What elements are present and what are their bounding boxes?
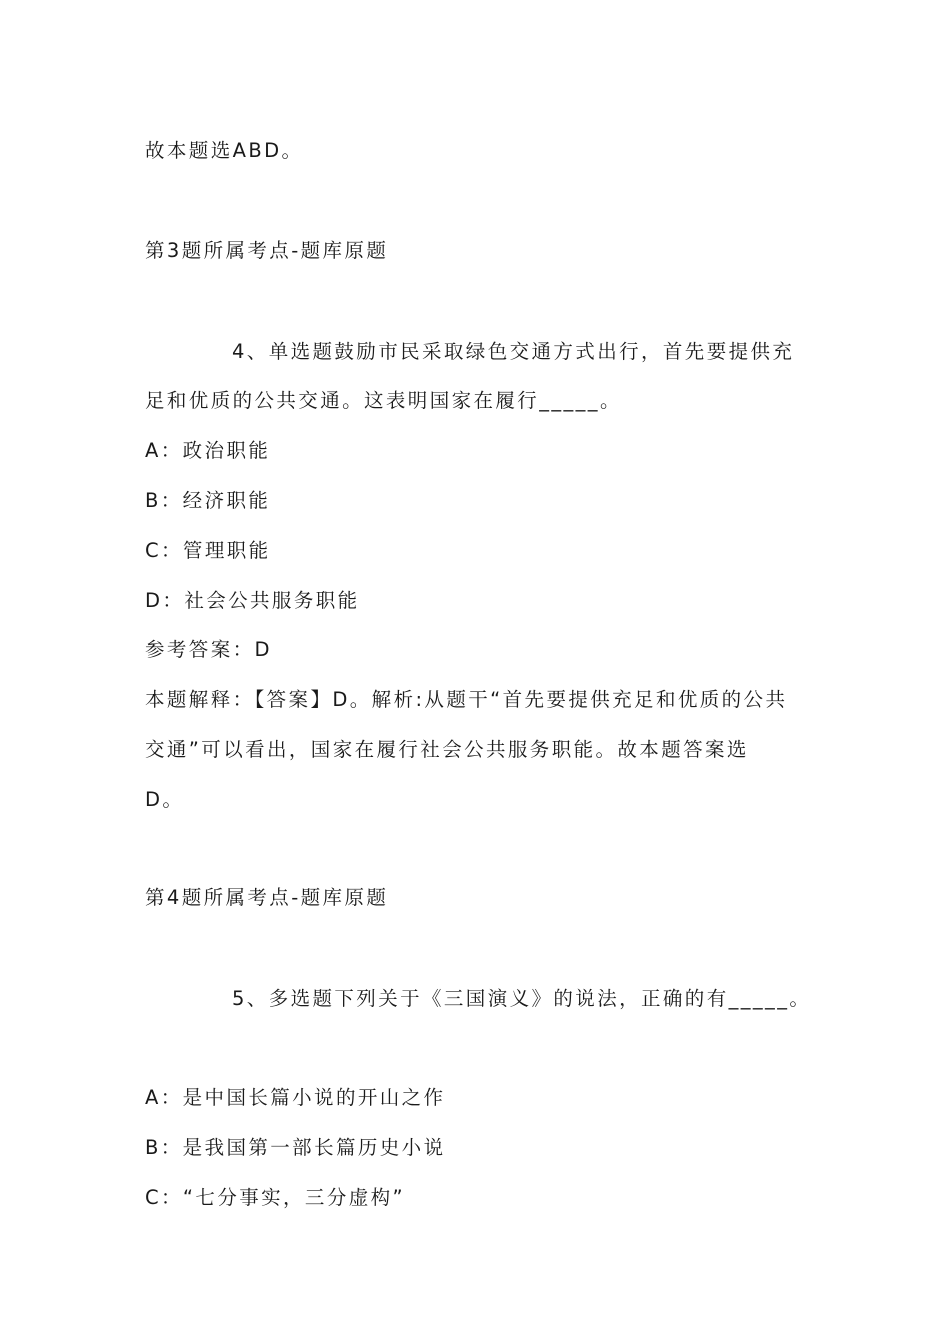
- question-5-stem: 5、多选题下列关于《三国演义》的说法，正确的有_____。: [232, 987, 812, 1010]
- question-4-option-d: D：社会公共服务职能: [145, 589, 360, 612]
- question-5-option-b: B：是我国第一部长篇历史小说: [145, 1136, 446, 1159]
- question-4-option-b: B：经济职能: [145, 489, 271, 512]
- question-4-stem-line-1: 4、单选题鼓励市民采取绿色交通方式出行，首先要提供充: [232, 340, 795, 363]
- question-4-explanation-line-2: 交通”可以看出，国家在履行社会公共服务职能。故本题答案选: [145, 738, 749, 761]
- question-5-option-c: C：“七分事实，三分虚构”: [145, 1186, 406, 1209]
- question-4-stem-line-2: 足和优质的公共交通。这表明国家在履行_____。: [145, 389, 622, 412]
- knowledge-point-q4: 第4题所属考点-题库原题: [145, 886, 389, 909]
- question-4-option-c: C：管理职能: [145, 539, 271, 562]
- previous-answer-conclusion: 故本题选ABD。: [145, 139, 304, 162]
- question-4-explanation-line-1: 本题解释：【答案】D。解析:从题干“首先要提供充足和优质的公共: [145, 688, 788, 711]
- question-4-reference-answer: 参考答案：D: [145, 638, 272, 661]
- question-4-option-a: A：政治职能: [145, 439, 271, 462]
- knowledge-point-q3: 第3题所属考点-题库原题: [145, 239, 389, 262]
- question-4-explanation-line-3: D。: [145, 788, 185, 811]
- question-5-option-a: A：是中国长篇小说的开山之作: [145, 1086, 446, 1109]
